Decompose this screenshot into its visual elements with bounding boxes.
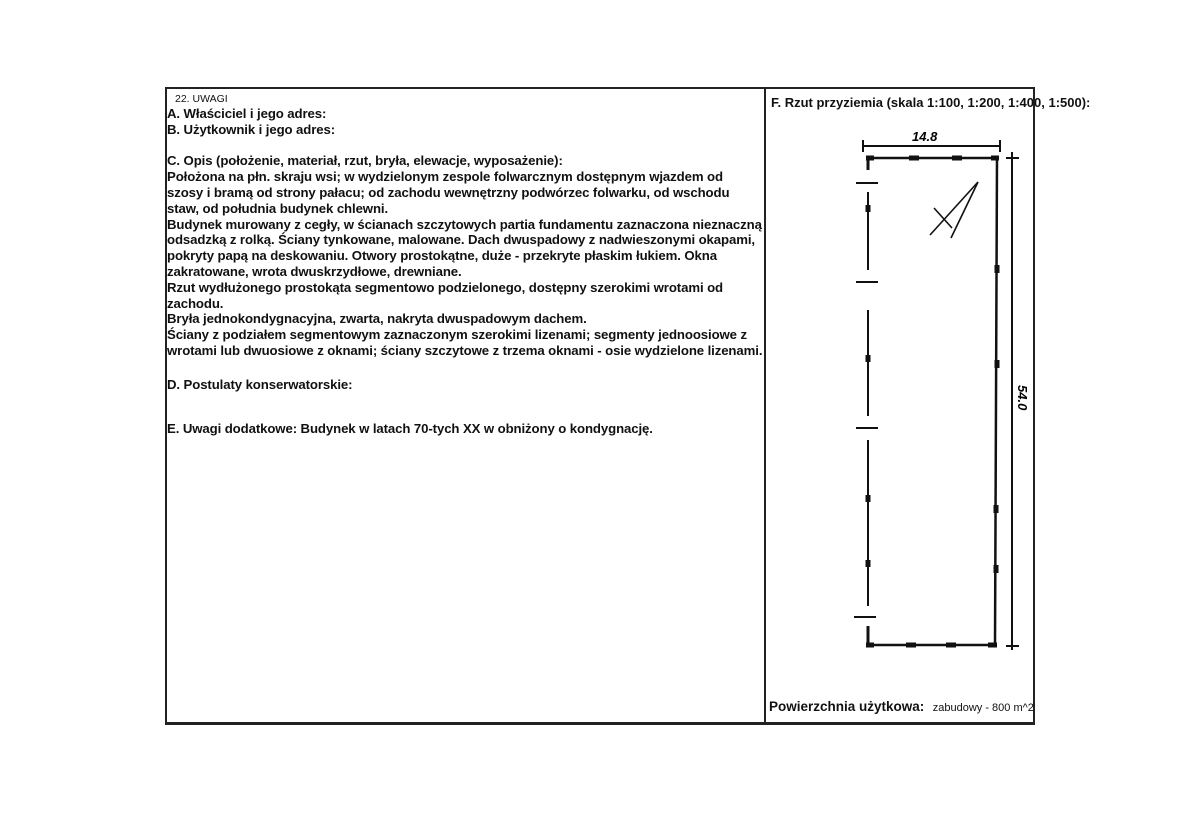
section-number: 22. UWAGI (175, 93, 228, 105)
description-line: pokryty papą na deskowaniu. Otwory prostokątne, duże - przekryte płaskim łukiem. Okna (167, 248, 717, 264)
description-line: staw, od południa budynek chlewni. (167, 200, 389, 216)
usable-area-label: Powierzchnia użytkowa: (769, 699, 925, 714)
notes-column (167, 92, 762, 436)
description-heading: C. Opis (położenie, materiał, rzut, bryła, elewacje, wyposażenie): (167, 153, 563, 169)
north-arrow-icon (930, 182, 978, 238)
usable-area-value: zabudowy - 800 m^2 (932, 702, 1034, 714)
length-dimension-label: 54.0 (1015, 385, 1030, 411)
description-line: Bryła jednokondygnacyjna, zwarta, nakryta dwuspadowym dachem. (167, 311, 587, 327)
owner-label: A. Właściciel i jego adres: (167, 106, 327, 121)
additional-notes: E. Uwagi dodatkowe: Budynek w latach 70-tych XX w obniżony o kondygnację. (167, 420, 653, 436)
description-line: zakratowane, wrota dwuskrzydłowe, drewniane. (167, 263, 462, 279)
description-line: Położona na płn. skraju wsi; w wydzielonym zespole folwarcznym dostępnym wjazdem od (167, 169, 723, 185)
description-line: zachodu. (167, 295, 224, 311)
description-line: Rzut wydłużonego prostokąta segmentowo podzielonego, dostępny szerokimi wrotami od (167, 279, 723, 295)
usable-area (769, 698, 1034, 716)
description-line: szosy i bramą od strony pałacu; od zachodu wewnętrzny podwórzec folwarku, od wschodu (167, 184, 730, 200)
description-line: Ściany z podziałem segmentowym zaznaczonym szerokimi lizenami; segmenty jednoosiowe z (167, 327, 747, 343)
description-line: wrotami lub dwuosiowe z oknami; ściany szczytowe z trzema oknami - osie wydzielone lizenami. (167, 342, 763, 358)
ground-floor-plan (766, 110, 1036, 670)
width-dimension-label: 14.8 (912, 129, 938, 144)
plan-title: F. Rzut przyziemia (skala 1:100, 1:200, 1:400, 1:500): (771, 95, 1091, 110)
conservation-label: D. Postulaty konserwatorskie: (167, 376, 353, 392)
user-label: B. Użytkownik i jego adres: (167, 121, 336, 137)
description-line: Budynek murowany z cegły, w ścianach szczytowych partia fundamentu zaznaczona nieznaczną (167, 216, 762, 232)
description-line: odsadzką z rolką. Ściany tynkowane, malowane. Dach dwuspadowy z nadwieszonymi okapami, (167, 232, 755, 248)
